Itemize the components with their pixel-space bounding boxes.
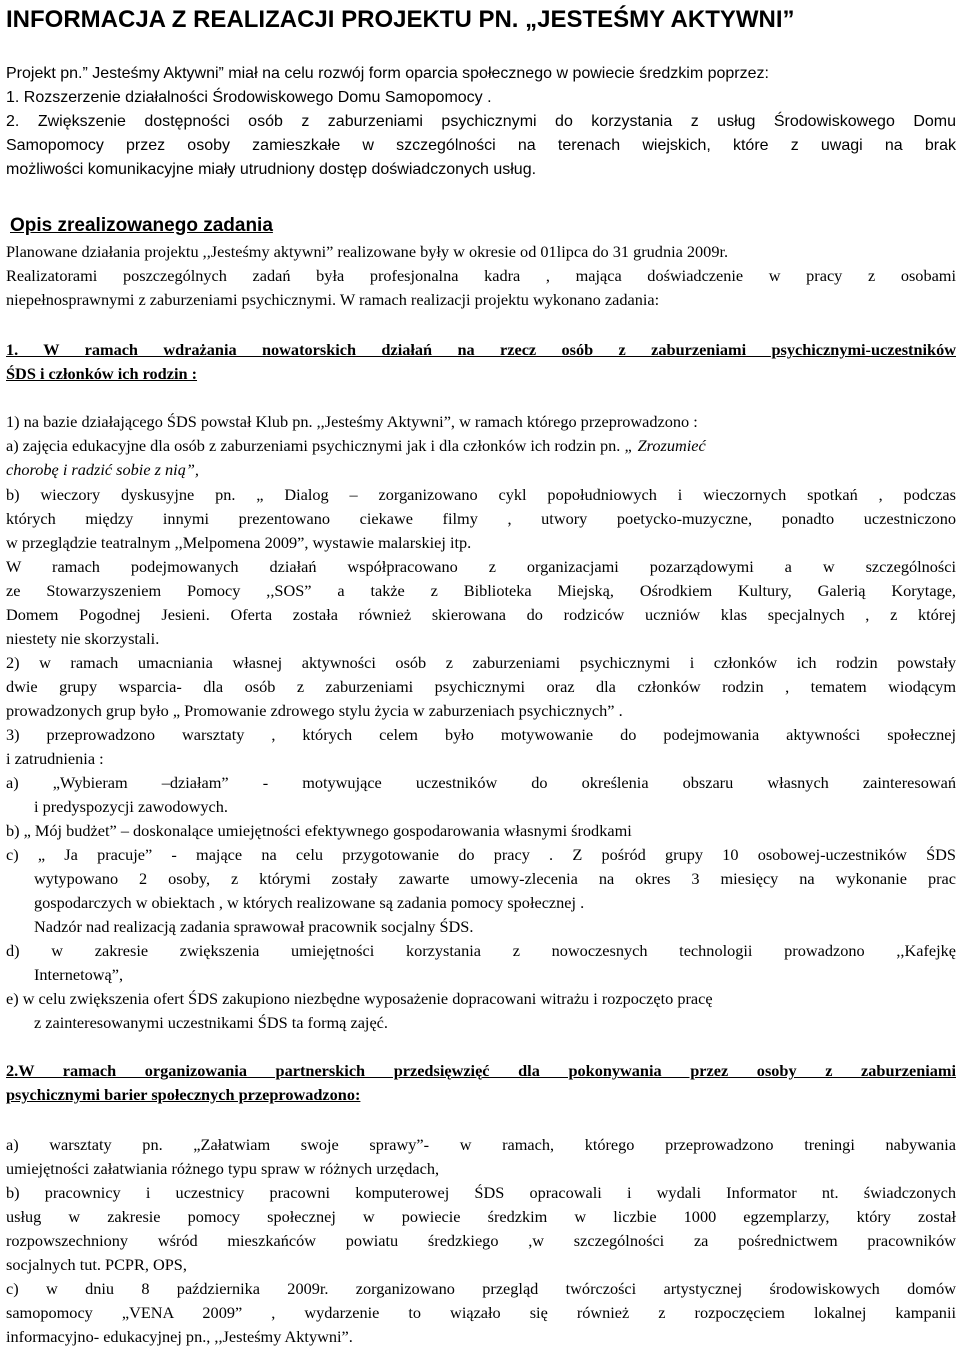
italic-title: chorobę i radzić sobie z nią”, [6, 460, 199, 479]
section-1-line: Nadzór nad realizacją zadania sprawował pracownik socjalny ŚDS. [34, 917, 474, 936]
section-1-line: 3) przeprowadzono warsztaty , których celem było motywowanie do podejmowania aktywności społecznej [6, 725, 956, 744]
section-1-line: i zatrudnienia : [6, 749, 104, 768]
description-line: niepełnosprawnymi z zaburzeniami psychicznymi. W ramach realizacji projektu wykonano zadania: [6, 290, 660, 309]
section-1-line: b) wieczory dyskusyjne pn. „ Dialog – zorganizowano cykl popołudniowych i wieczornych spotkań , podczas [6, 485, 956, 504]
section-1-line: a) „Wybieram –działam” - motywujące uczestników do określenia obszaru własnych zainteresowań [6, 773, 956, 792]
intro-line: 2. Zwiększenie dostępności osób z zaburzeniami psychicznymi do korzystania z usług Środowiskowego Domu [6, 113, 956, 130]
section-2-line: samopomocy „VENA 2009” , wydarzenie to wiązało się również z rozpoczęciem lokalnej kampanii [6, 1303, 956, 1322]
section-1-line: Internetową”, [34, 965, 124, 984]
description-line: Realizatorami poszczególnych zadań była profesjonalna kadra , mająca doświadczenie w pracy z osobami [6, 266, 956, 285]
section-2-line: rozpowszechniony wśród mieszkańców powiatu średzkiego ,w szczególności za pośrednictwem pracowników [6, 1231, 956, 1250]
section-1-line: d) w zakresie zwiększenia umiejętności korzystania z nowoczesnych technologii prowadzono ,,Kafejkę [6, 941, 956, 960]
section-2-line: usług w zakresie pomocy społecznej w powiecie średzkim w liczbie 1000 egzemplarzy, który został [6, 1207, 956, 1226]
section-1-text: a) zajęcia edukacyjne dla osób z zaburzeniami psychicznymi jak i dla członków ich rodzin pn. [6, 436, 621, 455]
section-2-line: a) warsztaty pn. „Załatwiam swoje sprawy”- w ramach, którego przeprowadzono treningi nabywania [6, 1135, 956, 1154]
section-2-line: c) w dniu 8 października 2009r. zorganizowano przegląd twórczości artystycznej środowiskowych domów [6, 1279, 956, 1298]
intro-line: 1. Rozszerzenie działalności Środowiskowego Domu Samopomocy . [6, 89, 492, 106]
section-1-line: w przeglądzie teatralnym ,,Melpomena 2009”, wystawie malarskiej itp. [6, 533, 472, 552]
section-1-line: ze Stowarzyszeniem Pomocy ,,SOS” a także z Biblioteka Miejską, Ośrodkiem Kultury, Galerią Korytage, [6, 581, 956, 600]
section-1-heading: 1. W ramach wdrażania nowatorskich działań na rzecz osób z zaburzeniami psychicznymi-uczestników [6, 340, 956, 359]
section-1-heading: ŚDS i członków ich rodzin : [6, 364, 198, 383]
section-1-line [6, 434, 706, 458]
section-1-line: z zainteresowanymi uczestnikami ŚDS ta formą zajęć. [34, 1013, 388, 1032]
section-2-heading: 2.W ramach organizowania partnerskich przedsięwzięć dla pokonywania przez osoby z zaburzeniami [6, 1061, 956, 1080]
section-2-line: informacyjno- edukacyjnej pn., ,,Jesteśmy Aktywni”. [6, 1327, 353, 1346]
section-2-line: b) pracownicy i uczestnicy pracowni komputerowej ŚDS opracowali i wydali Informator nt. świadczonych [6, 1183, 956, 1202]
section-2-heading: psychicznymi barier społecznych przeprowadzono: [6, 1085, 361, 1104]
section-1-line: 1) na bazie działającego ŚDS powstał Klub pn. ,,Jesteśmy Aktywni”, w ramach którego przeprowadzono : [6, 412, 698, 431]
document-title: INFORMACJA Z REALIZACJI PROJEKTU PN. „JESTEŚMY AKTYWNI” [6, 6, 795, 33]
section-1-line: których między innymi prezentowano ciekawe filmy , utwory poetycko-muzyczne, ponadto uczestniczono [6, 509, 956, 528]
intro-line: możliwości komunikacyjne miały utrudniony dostęp doświadczonych usług. [6, 161, 537, 178]
italic-title: „ Zrozumieć [624, 436, 706, 455]
section-1-line: b) „ Mój budżet” – doskonalące umiejętności efektywnego gospodarowania własnymi środkami [6, 821, 632, 840]
section-1-line: niestety nie skorzystali. [6, 629, 160, 648]
section-1-line: 2) w ramach umacniania własnej aktywności osób z zaburzeniami psychicznymi i członków ich rodzin powstały [6, 653, 956, 672]
section-1-line: dwie grupy wsparcia- dla osób z zaburzeniami psychicznymi oraz dla członków rodzin , tematem wiodącym [6, 677, 956, 696]
section-1-line: e) w celu zwiększenia ofert ŚDS zakupiono niezbędne wyposażenie dopracowani witrażu i rozpoczęto pracę [6, 989, 713, 1008]
intro-line: Samopomocy przez osoby zamieszkałe w szczególności na terenach wiejskich, które z uwagi na brak [6, 137, 956, 154]
section-1-line: gospodarczych w obiektach , w których realizowane są zadania pomocy społecznej . [34, 893, 585, 912]
section-2-line: socjalnych tut. PCPR, OPS, [6, 1255, 187, 1274]
section-2-line: umiejętności załatwiania różnego typu spraw w różnych urzędach, [6, 1159, 440, 1178]
section-1-line: i predyspozycji zawodowych. [34, 797, 228, 816]
section-1-line: c) „ Ja pracuje” - mające na celu przygotowanie do pracy . Z pośród grupy 10 osobowej-uczestników ŚDS [6, 845, 956, 864]
section-1-line: prowadzonych grup było „ Promowanie zdrowego stylu życia w zaburzeniach psychicznych” . [6, 701, 623, 720]
section-1-line: W ramach podejmowanych działań współpracowano z organizacjami pozarządowymi a w szczególności [6, 557, 956, 576]
intro-line: Projekt pn.” Jesteśmy Aktywni” miał na celu rozwój form oparcia społecznego w powiecie średzkim poprzez: [6, 65, 769, 82]
section-1-line: Domem Pogodnej Jesieni. Oferta została również skierowana do rodziców uczniów klas specjalnych , z której [6, 605, 956, 624]
section-1-line: wytypowano 2 osoby, z którymi zostały zawarte umowy-zlecenia na okres 3 miesięcy na wykonanie prac [34, 869, 956, 888]
description-line: Planowane działania projektu ,,Jesteśmy aktywni” realizowane były w okresie od 01lipca do 31 grudnia 2009r. [6, 242, 729, 261]
section-heading: Opis zrealizowanego zadania [10, 215, 273, 236]
